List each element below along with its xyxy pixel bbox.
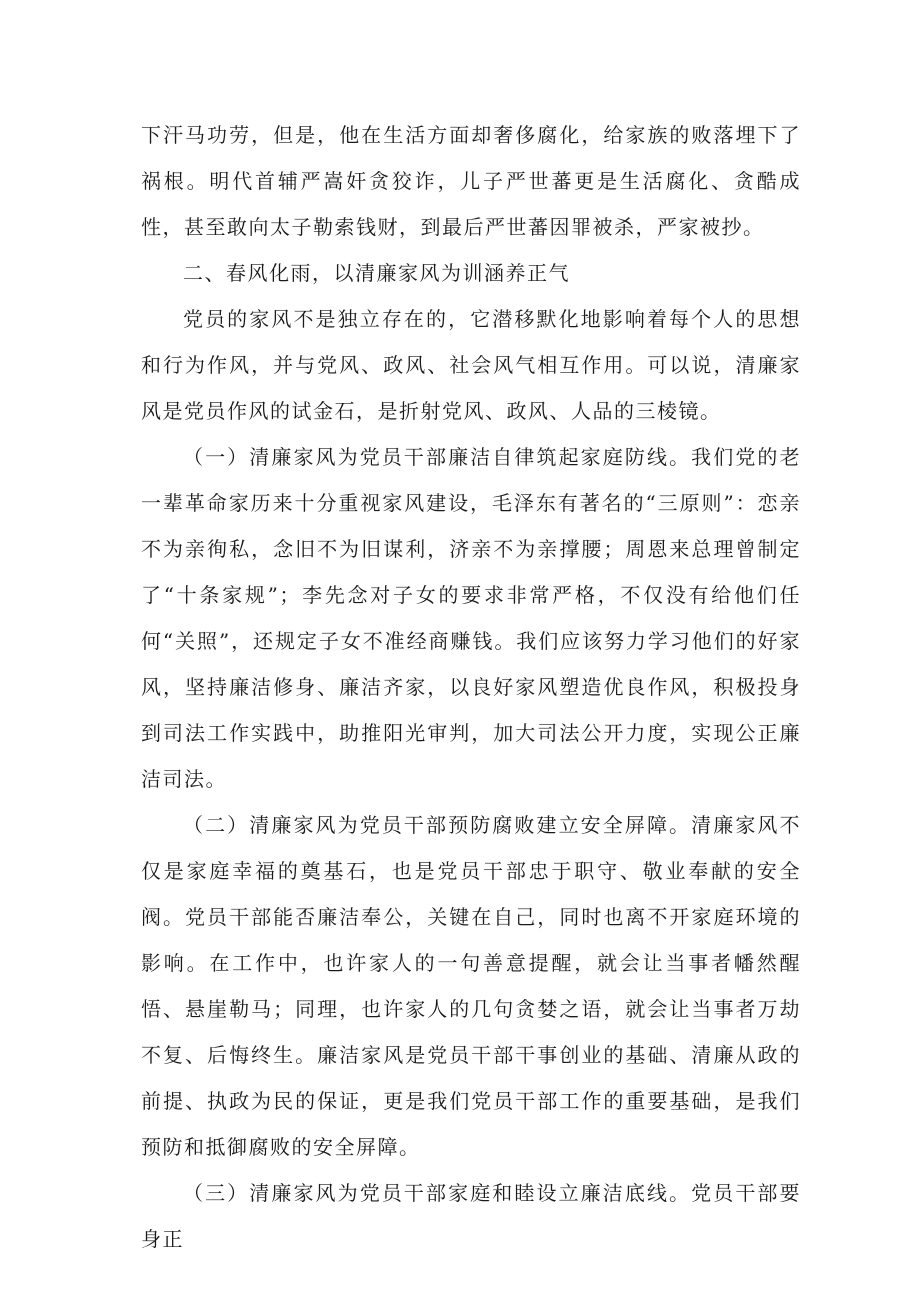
section-heading: 二、春风化雨，以清廉家风为训涵养正气 — [183, 261, 570, 285]
paragraph-point-3: （三）清廉家风为党员干部家庭和睦设立廉洁底线。党员干部要身正 — [141, 1181, 801, 1251]
paragraph-point-2: （二）清廉家风为党员干部预防腐败建立安全屏障。清廉家风不仅是家庭幸福的奠基石，也是党员干部忠于职守、敬业奉献的安全阀。党员干部能否廉洁奉公，关键在自己，同时也离不开家庭环境的影响。在工作中，也许家人的一句善意提醒，就会让当事者幡然醒悟、悬崖勒马；同理，也许家人的几句贪婪之语，就会让当事者万劫不复、后悔终生。廉洁家风是党员干部干事创业的基础、清廉从政的前提、执政为民的保证，更是我们党员干部工作的重要基础，是我们预防和抵御腐败的安全屏障。 — [141, 813, 801, 1159]
paragraph-intro: 党员的家风不是独立存在的，它潜移默化地影响着每个人的思想和行为作风，并与党风、政风、社会风气相互作用。可以说，清廉家风是党员作风的试金石，是折射党风、政风、人品的三棱镜。 — [141, 307, 801, 423]
paragraph-point-1: （一）清廉家风为党员干部廉洁自律筑起家庭防线。我们党的老一辈革命家历来十分重视家风建设，毛泽东有著名的“三原则”：恋亲不为亲徇私，念旧不为旧谋利，济亲不为亲撑腰；周恩来总理曾制定了“十条家规”；李先念对子女的要求非常严格，不仅没有给他们任何“关照”，还规定子女不准经商赚钱。我们应该努力学习他们的好家风，坚持廉洁修身、廉洁齐家，以良好家风塑造优良作风，积极投身到司法工作实践中，助推阳光审判，加大司法公开力度，实现公正廉洁司法。 — [141, 445, 801, 791]
paragraph-continued: 下汗马功劳，但是，他在生活方面却奢侈腐化，给家族的败落埋下了祸根。明代首辅严嵩奸贪狡诈，儿子严世蕃更是生活腐化、贪酷成性，甚至敢向太子勒索钱财，到最后严世蕃因罪被杀，严家被抄。 — [141, 123, 801, 239]
document-body — [141, 112, 801, 1262]
